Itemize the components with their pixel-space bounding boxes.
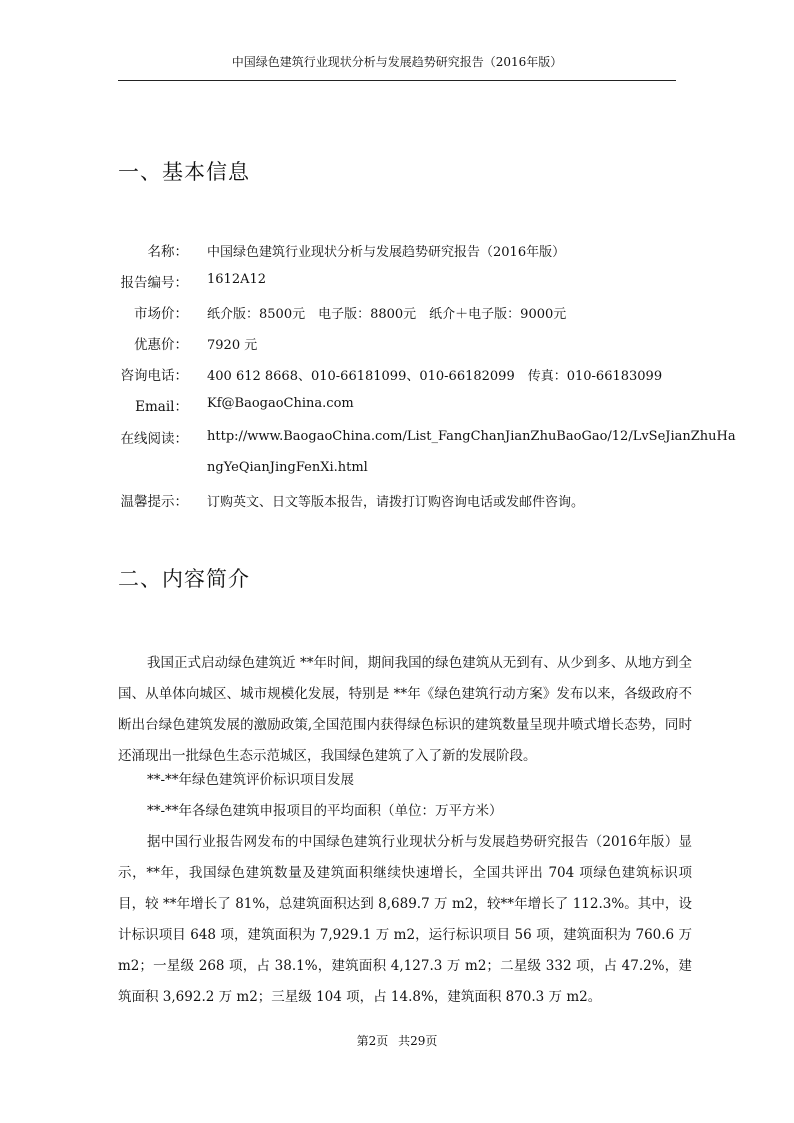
page-total: 共29页 bbox=[398, 1034, 438, 1048]
info-label-tip: 温馨提示： bbox=[120, 494, 188, 510]
online-read-link-continued[interactable]: ngYeQianJingFenXi.html bbox=[207, 460, 368, 475]
info-value-report-number: 1612A12 bbox=[207, 272, 267, 287]
summary-paragraph-1: 我国正式启动绿色建筑近 **年时间，期间我国的绿色建筑从无到有、从少到多、从地方到全国、从单体向城区、城市规模化发展，特别是 **年《绿色建筑行动方案》发布以来，各级政府不断出台绿色建筑发展的激励政策,全国范围内获得绿色标识的建筑数量呈现井喷式增长态势，同时还涌现出一批绿色生态示范城区，我国绿色建筑了入了新的发展阶段。 bbox=[118, 655, 692, 764]
info-label-phone: 咨询电话： bbox=[120, 368, 188, 384]
info-label-online-read: 在线阅读： bbox=[120, 431, 188, 447]
email-link[interactable]: Kf@BaogaoChina.com bbox=[207, 396, 354, 411]
page-footer bbox=[0, 1032, 794, 1049]
online-read-link[interactable]: http://www.BaogaoChina.com/List_FangChanJianZhuBaoGao/12/LvSeJianZhuHa bbox=[207, 429, 736, 444]
running-header: 中国绿色建筑行业现状分析与发展趋势研究报告（2016年版） bbox=[231, 55, 563, 69]
info-label-email: Email： bbox=[135, 399, 188, 415]
info-value-name: 中国绿色建筑行业现状分析与发展趋势研究报告（2016年版） bbox=[207, 245, 566, 260]
info-value-discount-price: 7920 元 bbox=[207, 338, 258, 353]
info-label-report-number: 报告编号： bbox=[120, 275, 188, 291]
figure-caption-1: **-**年绿色建筑评价标识项目发展 bbox=[147, 772, 355, 788]
section-heading-summary: 二、内容简介 bbox=[118, 567, 250, 591]
info-label-name: 名称： bbox=[147, 244, 188, 260]
summary-paragraph-2: 据中国行业报告网发布的中国绿色建筑行业现状分析与发展趋势研究报告（2016年版）显示，**年，我国绿色建筑数量及建筑面积继续快速增长，全国共评出 704 项绿色建筑标识项目，较 **年增长了 81%，总建筑面积达到 8,689.7 万 m2，较**年增长了 112.3%。其中，设计标识项目 648 项，建筑面积为 7,929.1 万 m2，运行标识项目 56 项，建筑面积为 760.6 万 m2；一星级 268 项，占 38.1%，建筑面积 4,127.3 万 m2；二星级 332 项，占 47.2%，建筑面积 3,692.2 万 m2；三星级 104 项，占 14.8%，建筑面积 870.3 万 m2。 bbox=[118, 834, 692, 1005]
info-value-tip: 订购英文、日文等版本报告，请拨打订购咨询电话或发邮件咨询。 bbox=[207, 495, 585, 510]
figure-caption-2: **-**年各绿色建筑申报项目的平均面积（单位：万平方米） bbox=[147, 803, 503, 819]
info-label-market-price: 市场价： bbox=[134, 306, 188, 322]
page-number: 第2页 bbox=[356, 1034, 389, 1048]
info-label-discount-price: 优惠价： bbox=[134, 337, 188, 353]
section-heading-basic-info: 一、基本信息 bbox=[118, 160, 250, 184]
info-value-phone: 400 612 8668、010-66181099、010-66182099 传真：010-66183099 bbox=[207, 369, 663, 384]
header-divider bbox=[118, 80, 676, 81]
info-value-market-price: 纸介版：8500元 电子版：8800元 纸介＋电子版：9000元 bbox=[207, 307, 567, 322]
